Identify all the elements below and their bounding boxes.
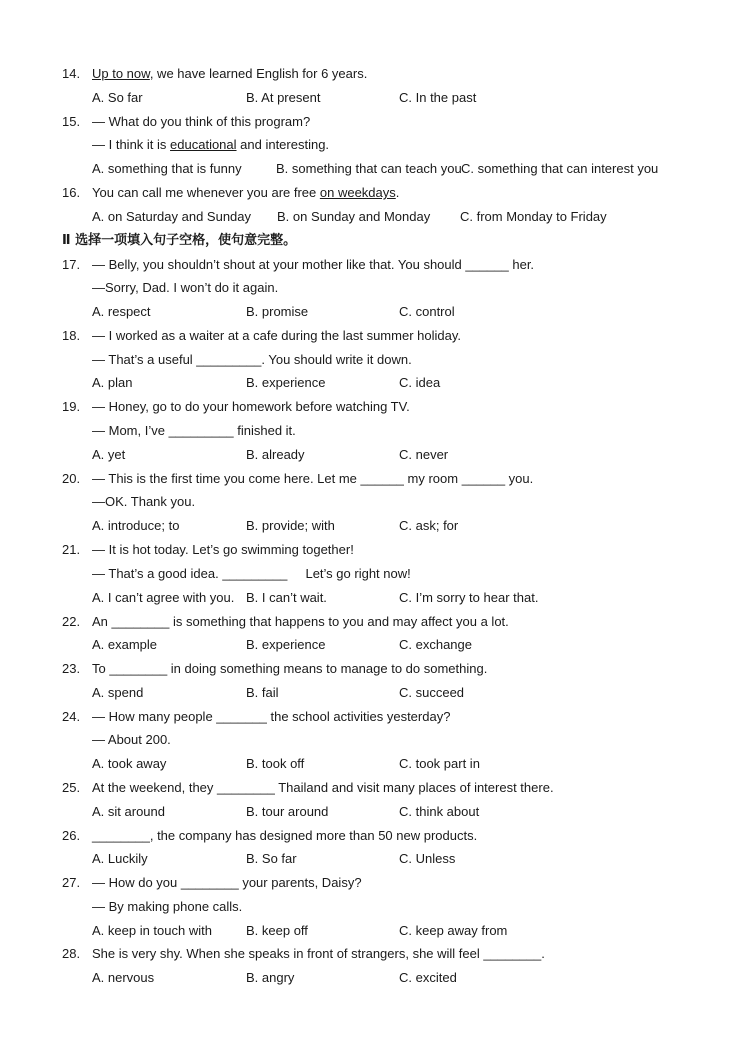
question-21-line2 — [0, 563, 752, 585]
question-text: — Mom, I’ve _________ finished it. — [92, 423, 296, 438]
option-b: B. provide; with — [246, 518, 335, 533]
question-19 — [0, 396, 752, 418]
option-c: C. succeed — [399, 685, 465, 700]
options-15 — [0, 158, 752, 180]
option-a: A. on Saturday and Sunday — [92, 209, 252, 224]
option-c: C. exchange — [399, 637, 472, 652]
option-a: A. So far — [92, 90, 143, 105]
question-number: 18. — [62, 328, 81, 343]
option-b: B. fail — [246, 685, 279, 700]
question-16 — [0, 182, 752, 204]
question-23 — [0, 658, 752, 680]
section-heading — [0, 230, 752, 252]
options-21 — [0, 587, 752, 609]
question-text: She is very shy. When she speaks in front of strangers, she will feel ________. — [92, 946, 545, 961]
question-text: — About 200. — [92, 732, 171, 747]
underlined-phrase: educational — [170, 137, 237, 152]
option-a: A. plan — [92, 375, 133, 390]
option-a: A. example — [92, 637, 158, 652]
option-c: C. took part in — [399, 756, 480, 771]
text-part: You can call me whenever you are free — [92, 185, 320, 200]
option-a: A. took away — [92, 756, 167, 771]
option-c: C. never — [399, 447, 449, 462]
question-text: — It is hot today. Let’s go swimming together! — [92, 542, 354, 557]
question-text — [92, 63, 367, 85]
question-text: — That’s a good idea. _________ Let’s go right now! — [92, 566, 411, 581]
option-c: C. idea — [399, 375, 441, 390]
question-24-line2 — [0, 729, 752, 751]
options-18 — [0, 372, 752, 394]
option-a: A. spend — [92, 685, 144, 700]
question-text: — Belly, you shouldn’t shout at your mother like that. You should ______ her. — [92, 257, 535, 272]
option-b: B. angry — [246, 970, 295, 985]
option-c: C. keep away from — [399, 923, 508, 938]
option-b: B. experience — [246, 637, 326, 652]
option-a: A. Luckily — [92, 851, 148, 866]
option-a: A. introduce; to — [92, 518, 180, 533]
question-number: 22. — [62, 614, 81, 629]
question-text: To ________ in doing something means to manage to do something. — [92, 661, 488, 676]
question-20-line2 — [0, 491, 752, 513]
question-text-rest: , we have learned English for 6 years. — [149, 66, 368, 81]
question-27-line2 — [0, 896, 752, 918]
option-a: A. nervous — [92, 970, 155, 985]
option-c: C. ask; for — [399, 518, 459, 533]
question-number: 24. — [62, 709, 81, 724]
option-b: B. keep off — [246, 923, 308, 938]
question-text: — Honey, go to do your homework before watching TV. — [92, 399, 410, 414]
question-20 — [0, 468, 752, 490]
options-19 — [0, 444, 752, 466]
option-c: C. In the past — [399, 90, 477, 105]
question-text: — How do you ________ your parents, Daisy? — [92, 875, 362, 890]
option-b: B. something that can teach you — [276, 161, 462, 176]
option-a: A. yet — [92, 447, 126, 462]
question-text: — I worked as a waiter at a cafe during the last summer holiday. — [92, 328, 461, 343]
option-b: B. on Sunday and Monday — [277, 209, 431, 224]
option-b: B. promise — [246, 304, 309, 319]
question-text: — That’s a useful _________. You should write it down. — [92, 352, 412, 367]
options-22 — [0, 634, 752, 656]
option-a: A. sit around — [92, 804, 165, 819]
options-24 — [0, 753, 752, 775]
options-23 — [0, 682, 752, 704]
question-14 — [0, 63, 752, 85]
question-number: 28. — [62, 946, 81, 961]
question-17-line2 — [0, 277, 752, 299]
question-number: 14. — [62, 66, 81, 81]
question-number: 16. — [62, 185, 81, 200]
question-18 — [0, 325, 752, 347]
question-text: — How many people _______ the school activities yesterday? — [92, 709, 451, 724]
question-number: 19. — [62, 399, 81, 414]
question-27 — [0, 872, 752, 894]
question-text — [92, 134, 329, 156]
text-part: — I think it is — [92, 137, 171, 152]
question-22 — [0, 611, 752, 633]
question-text — [92, 182, 399, 204]
options-28 — [0, 967, 752, 989]
question-number: 21. — [62, 542, 81, 557]
question-number: 20. — [62, 471, 81, 486]
question-28 — [0, 943, 752, 965]
option-b: B. At present — [246, 90, 321, 105]
text-part: . — [395, 185, 400, 200]
options-16 — [0, 206, 752, 228]
question-text: At the weekend, they ________ Thailand and visit many places of interest there. — [92, 780, 554, 795]
question-15-line2 — [0, 134, 752, 156]
option-a: A. keep in touch with — [92, 923, 212, 938]
text-part: and interesting. — [236, 137, 330, 152]
options-14 — [0, 87, 752, 109]
question-21 — [0, 539, 752, 561]
options-20 — [0, 515, 752, 537]
question-text: — This is the first time you come here. Let me ______ my room ______ you. — [92, 471, 534, 486]
options-27 — [0, 920, 752, 942]
options-17 — [0, 301, 752, 323]
option-a: A. I can’t agree with you. — [92, 590, 235, 605]
option-a: A. something that is funny — [92, 161, 242, 176]
question-text: —OK. Thank you. — [92, 494, 196, 509]
options-26 — [0, 848, 752, 870]
question-number: 23. — [62, 661, 81, 676]
question-24 — [0, 706, 752, 728]
option-b: B. tour around — [246, 804, 329, 819]
underlined-phrase: Up to now — [92, 66, 150, 81]
question-text: — By making phone calls. — [92, 899, 243, 914]
question-text: —Sorry, Dad. I won’t do it again. — [92, 280, 279, 295]
question-number: 15. — [62, 114, 81, 129]
option-c: C. something that can interest you — [461, 161, 659, 176]
question-18-line2 — [0, 349, 752, 371]
question-text: An ________ is something that happens to you and may affect you a lot. — [92, 614, 509, 629]
question-number: 25. — [62, 780, 81, 795]
question-number: 27. — [62, 875, 81, 890]
option-b: B. So far — [246, 851, 297, 866]
options-25 — [0, 801, 752, 823]
option-c: C. from Monday to Friday — [460, 209, 607, 224]
question-number: 17. — [62, 257, 81, 272]
option-b: B. took off — [246, 756, 305, 771]
option-c: C. excited — [399, 970, 457, 985]
question-text: ________, the company has designed more than 50 new products. — [92, 828, 478, 843]
question-17 — [0, 254, 752, 276]
question-15 — [0, 111, 752, 133]
underlined-phrase: on weekdays — [319, 185, 396, 200]
option-a: A. respect — [92, 304, 151, 319]
option-b: B. experience — [246, 375, 326, 390]
question-25 — [0, 777, 752, 799]
option-b: B. already — [246, 447, 305, 462]
question-19-line2 — [0, 420, 752, 442]
option-c: C. Unless — [399, 851, 456, 866]
option-c: C. think about — [399, 804, 480, 819]
question-number: 26. — [62, 828, 81, 843]
question-26 — [0, 825, 752, 847]
question-text: — What do you think of this program? — [92, 114, 311, 129]
section-2-title: Ⅱ 选择一项填入句子空格，使句意完整。 — [62, 233, 297, 248]
option-c: C. I’m sorry to hear that. — [399, 590, 539, 605]
option-c: C. control — [399, 304, 455, 319]
option-b: B. I can’t wait. — [246, 590, 327, 605]
